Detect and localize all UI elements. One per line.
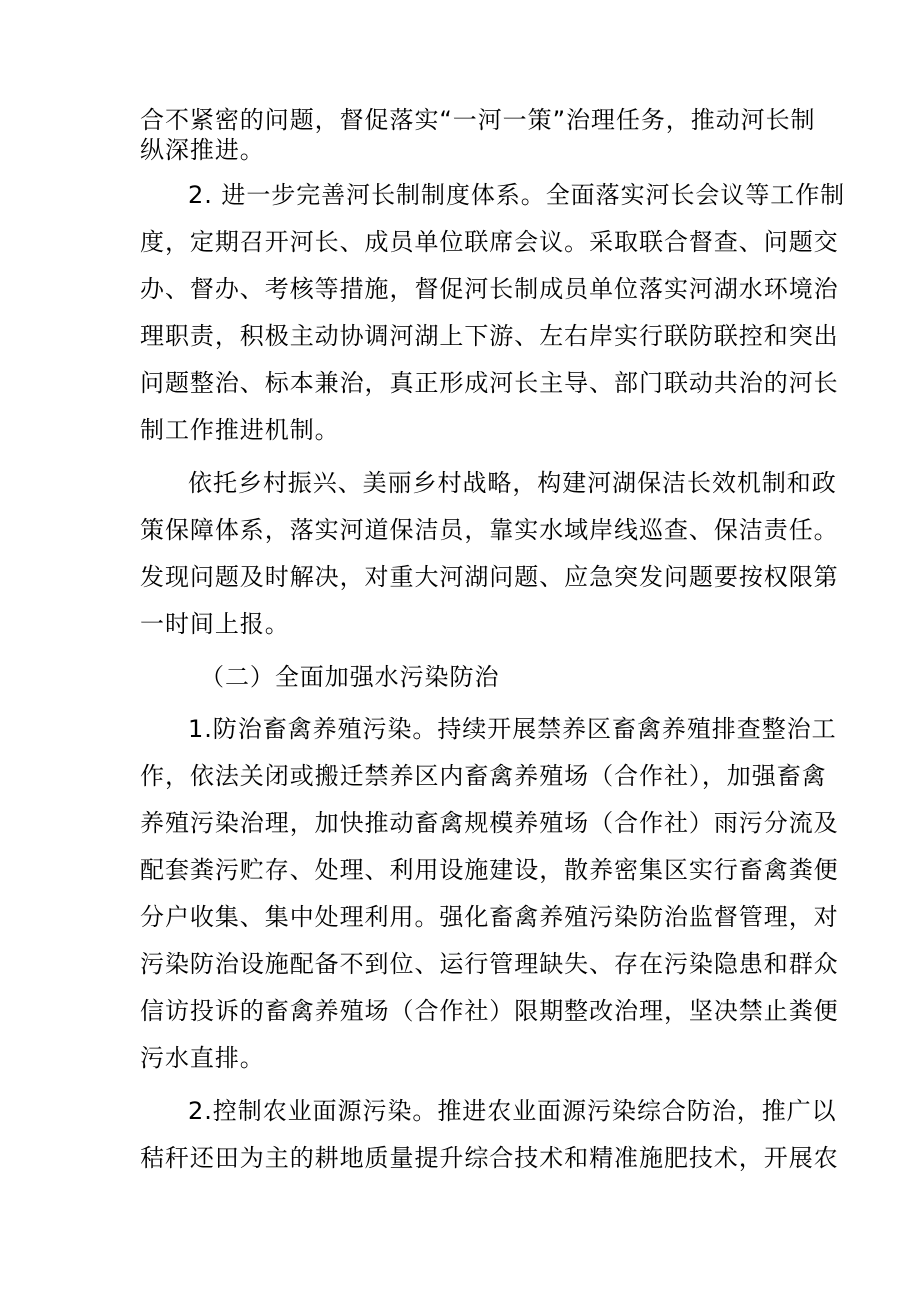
paragraph-line: 2. 进一步完善河长制制度体系。全面落实河长会议等工作制 — [188, 181, 846, 209]
section-heading: （二）全面加强水污染防治 — [200, 663, 500, 691]
paragraph-line: 策保障体系，落实河道保洁员，靠实水域岸线巡查、保洁责任。 — [140, 516, 839, 544]
paragraph-line: 度，定期召开河长、成员单位联席会议。采取联合督查、问题交 — [140, 228, 839, 256]
paragraph-line: 合不紧密的问题，督促落实“一河一策”治理任务，推动河长制 — [140, 106, 816, 134]
paragraph-line: 信访投诉的畜禽养殖场（合作社）限期整改治理，坚决禁止粪便 — [140, 997, 839, 1025]
paragraph-line: 污染防治设施配备不到位、运行管理缺失、存在污染隐患和群众 — [140, 950, 839, 978]
paragraph-line: 配套粪污贮存、处理、利用设施建设，散养密集区实行畜禽粪便 — [140, 856, 839, 884]
paragraph-line: 污水直排。 — [140, 1044, 265, 1072]
paragraph-line: 秸秆还田为主的耕地质量提升综合技术和精准施肥技术，开展农 — [140, 1144, 839, 1172]
paragraph-line: 纵深推进。 — [140, 136, 265, 164]
paragraph-line: 2.控制农业面源污染。推进农业面源污染综合防治，推广以 — [188, 1097, 837, 1125]
paragraph-line: 理职责，积极主动协调河湖上下游、左右岸实行联防联控和突出 — [140, 322, 839, 350]
paragraph-line: 作，依法关闭或搬迁禁养区内畜禽养殖场（合作社），加强畜禽 — [140, 762, 827, 790]
paragraph-line: 办、督办、考核等措施，督促河长制成员单位落实河湖水环境治 — [140, 275, 839, 303]
paragraph-line: 养殖污染治理，加快推动畜禽规模养殖场（合作社）雨污分流及 — [140, 809, 839, 837]
paragraph-line: 分户收集、集中处理利用。强化畜禽养殖污染防治监督管理，对 — [140, 903, 839, 931]
paragraph-line: 依托乡村振兴、美丽乡村战略，构建河湖保洁长效机制和政 — [188, 469, 837, 497]
paragraph-line: 发现问题及时解决，对重大河湖问题、应急突发问题要按权限第 — [140, 563, 839, 591]
paragraph-line: 一时间上报。 — [140, 610, 290, 638]
paragraph-line: 问题整治、标本兼治，真正形成河长主导、部门联动共治的河长 — [140, 369, 839, 397]
paragraph-line: 1.防治畜禽养殖污染。持续开展禁养区畜禽养殖排查整治工 — [188, 715, 837, 743]
paragraph-line: 制工作推进机制。 — [140, 416, 340, 444]
